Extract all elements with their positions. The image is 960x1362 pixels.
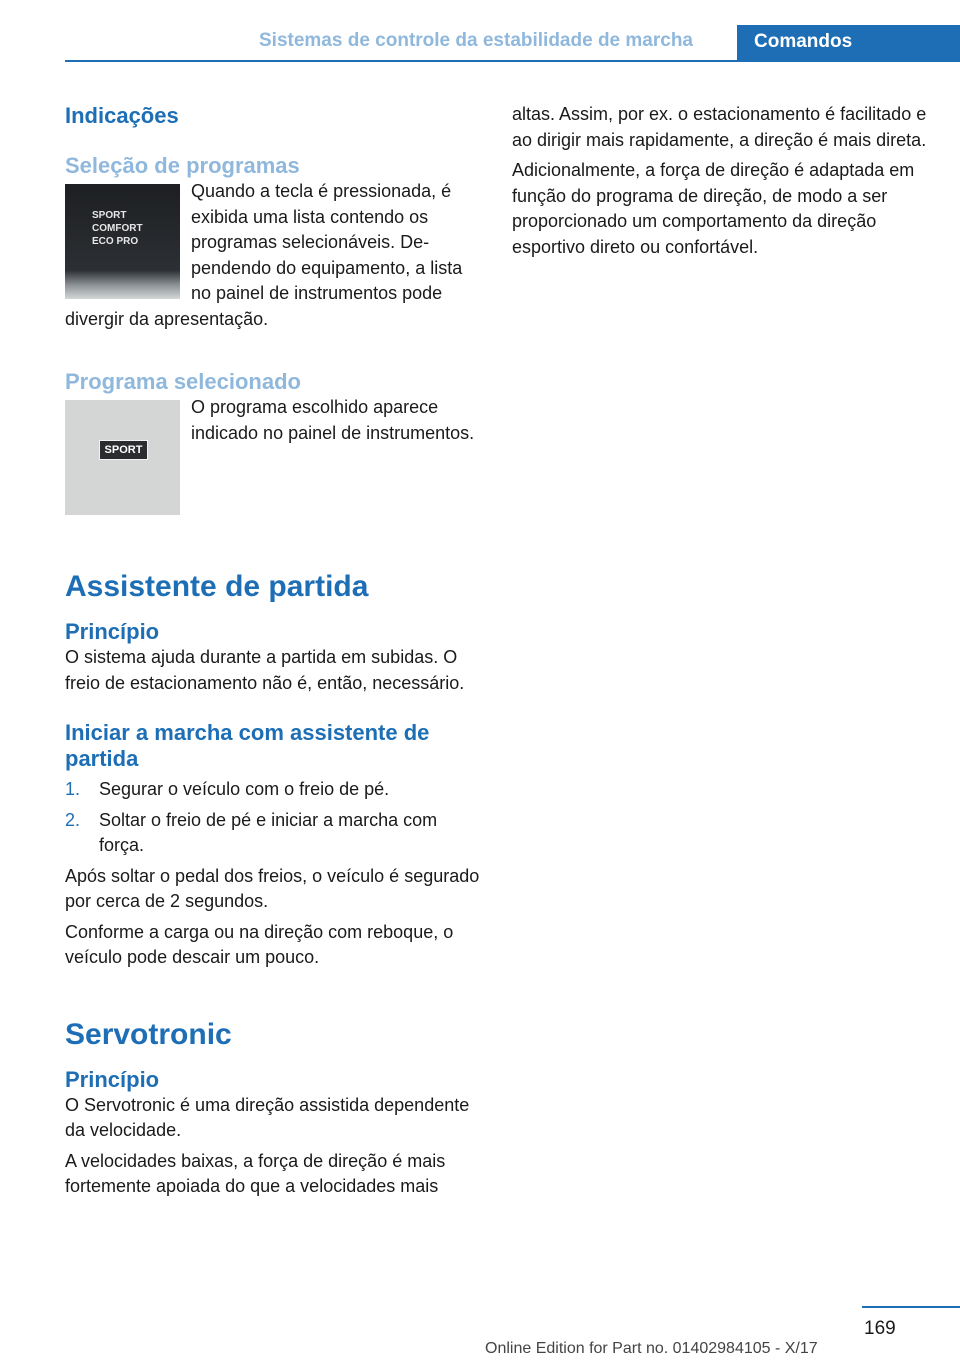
- footer-edition: Online Edition for Part no. 01402984105 - X/17: [485, 1340, 818, 1357]
- assistente-paragraph-2: Conforme a carga ou na direção com reboque, o veículo pode descair um pouco.: [65, 921, 454, 967]
- servotronic-paragraph-4: Adicionalmente, a força de direção é adaptada em função do programa de direção, de modo a ser proporcionado um comportamento da direção esportivo direto ou confortável.: [512, 160, 915, 257]
- menu-item-comfort: COMFORT: [92, 223, 143, 234]
- servotronic-paragraph-2: A velocidades baixas, a força de direção é mais fortemente apoiada do que a velocidades mais: [65, 1150, 446, 1196]
- page-number: 169: [864, 1318, 896, 1339]
- selecao-text: Quando a tecla é pressionada, é exibida uma lista contendo os programas selecionáveis. Dependendo do equipamento, a lista no painel de instrumentos pode divergir da apresentação.: [65, 181, 463, 329]
- program-menu-image: [65, 184, 180, 299]
- header-chapter-tab[interactable]: Comandos: [737, 25, 960, 62]
- step-text: Segurar o veículo com o freio de pé.: [99, 779, 390, 799]
- programa-text: O programa escolhido aparece indicado no painel de instrumentos.: [191, 397, 475, 443]
- servotronic-paragraph-3: altas. Assim, por ex. o estacionamento é facilitado e ao dirigir mais rapidamente, a direção é mais direta.: [512, 104, 927, 150]
- sport-indicator-image: [65, 400, 180, 515]
- servotronic-heading: Servotronic: [65, 1017, 232, 1051]
- header-section-link[interactable]: Sistemas de controle da estabilidade de marcha: [259, 30, 693, 51]
- selecao-heading: Seleção de programas: [65, 153, 300, 178]
- assistente-heading: Assistente de partida: [65, 570, 369, 603]
- step-number: 1.: [65, 779, 81, 799]
- list-item: [65, 808, 480, 859]
- header-rule: [65, 60, 737, 62]
- indicacoes-heading: Indicações: [65, 103, 179, 128]
- list-item: [65, 777, 480, 803]
- iniciar-heading: Iniciar a marcha com assistente de partida: [65, 720, 430, 771]
- menu-item-sport: SPORT: [92, 210, 127, 221]
- right-column: [512, 102, 932, 260]
- assistente-principio-heading: Princípio: [65, 619, 160, 644]
- menu-item-eco-pro: ECO PRO: [92, 236, 139, 247]
- step-text: Soltar o freio de pé e iniciar a marcha com força.: [99, 809, 438, 855]
- footer-rule: [862, 1306, 960, 1308]
- assistente-paragraph-1: Após soltar o pedal dos freios, o veículo é segurado por cerca de 2 segundos.: [65, 865, 480, 911]
- left-column: [65, 103, 480, 1200]
- servotronic-principio-heading: Princípio: [65, 1066, 160, 1092]
- sport-badge: SPORT: [100, 441, 147, 459]
- steps-list: [65, 777, 480, 859]
- servotronic-paragraph-1: O Servotronic é uma direção assistida dependente da velocidade.: [65, 1094, 470, 1140]
- step-number: 2.: [65, 809, 81, 830]
- programa-heading: Programa selecionado: [65, 369, 301, 394]
- assistente-principio-text: O sistema ajuda durante a partida em subidas. O freio de estacionamento não é, então, necessário.: [65, 647, 465, 693]
